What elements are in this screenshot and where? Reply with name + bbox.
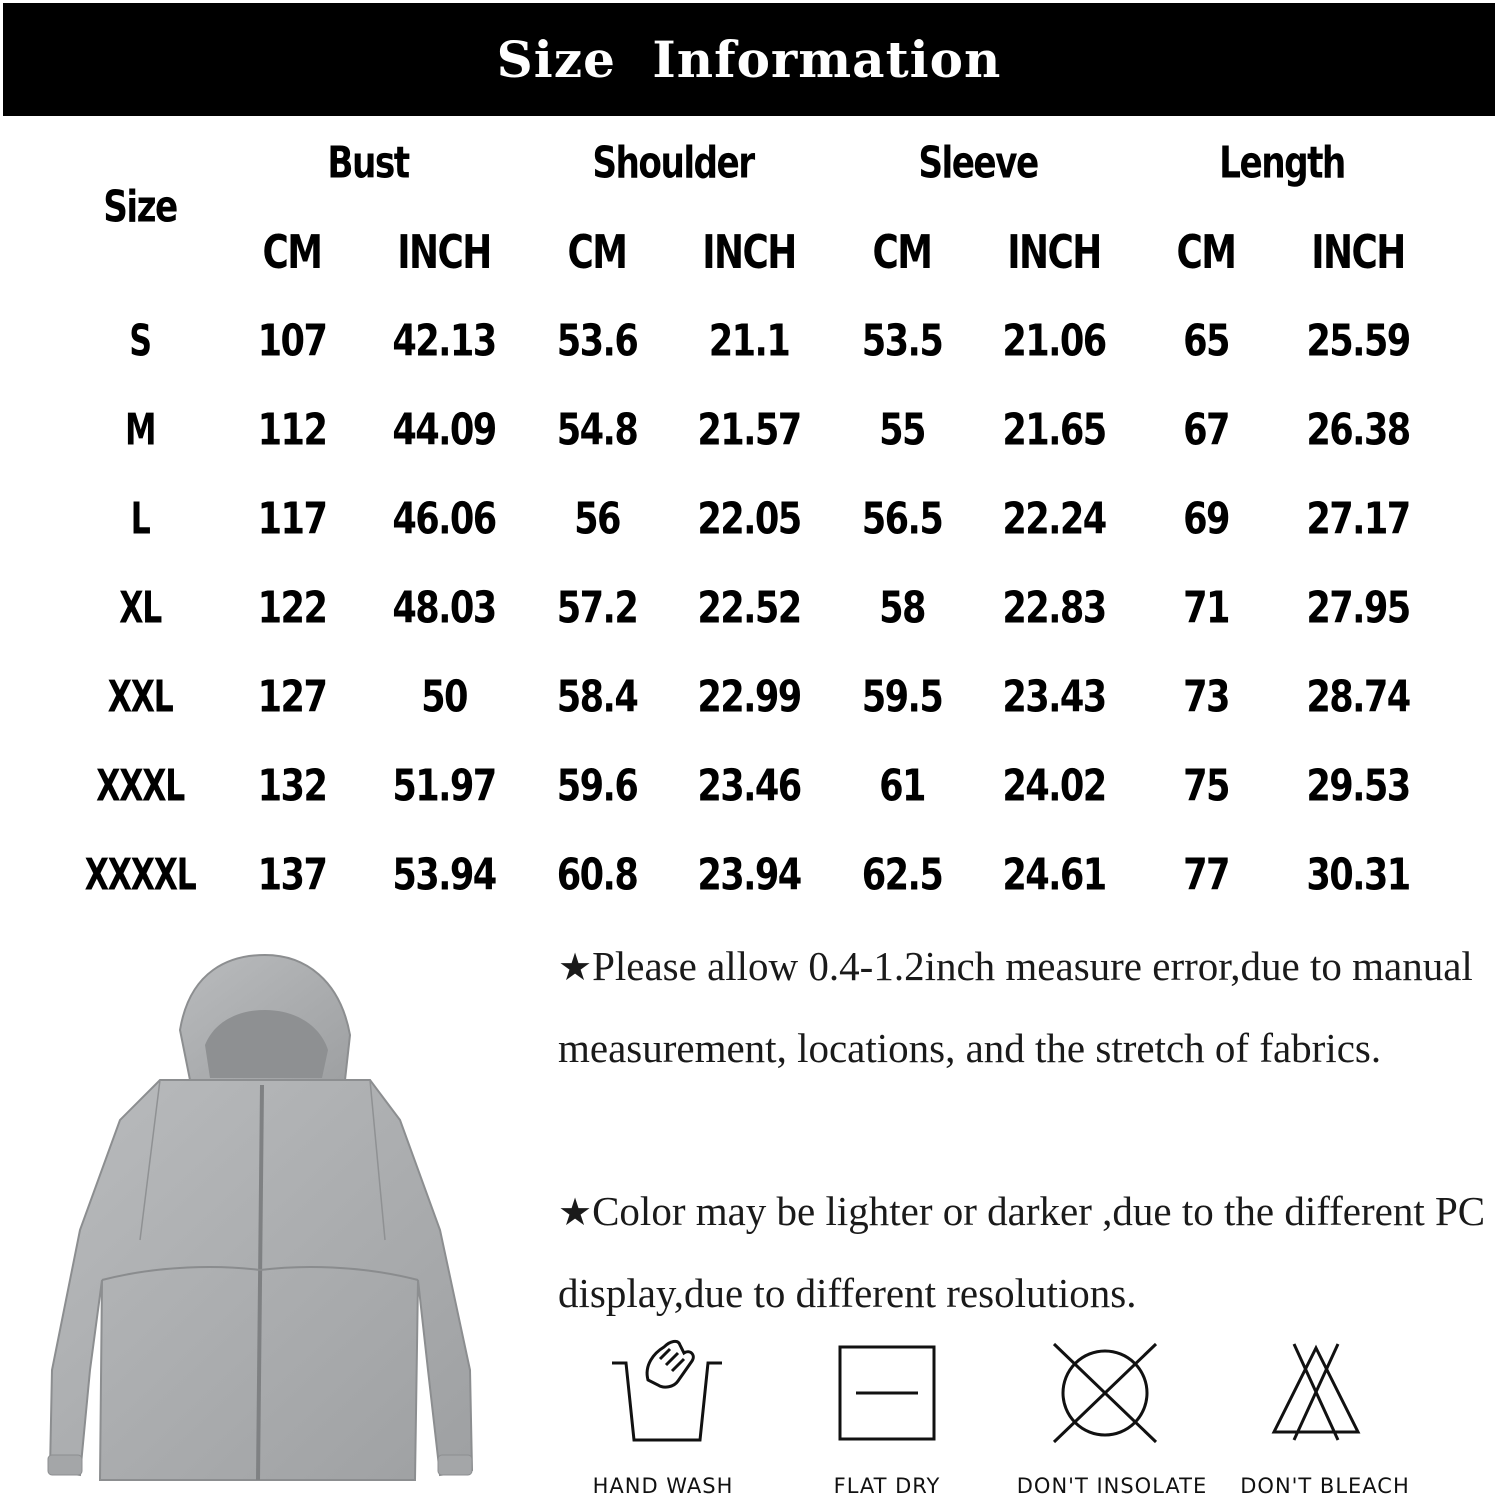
page-title: Size Information bbox=[496, 30, 1002, 89]
table-cell: 21.06 bbox=[1002, 315, 1106, 367]
size-label: XXXXL bbox=[84, 849, 196, 901]
hooded-jacket-image bbox=[40, 950, 480, 1495]
table-cell: 73 bbox=[1183, 671, 1229, 723]
table-cell: 54.8 bbox=[556, 404, 638, 456]
unit-header: INCH bbox=[397, 225, 491, 279]
table-cell: 26.38 bbox=[1306, 404, 1410, 456]
table-cell: 22.24 bbox=[1002, 493, 1106, 545]
table-cell: 27.95 bbox=[1306, 582, 1410, 634]
table-cell: 21.1 bbox=[708, 315, 790, 367]
table-cell: 127 bbox=[257, 671, 327, 723]
dont-insolate-icon bbox=[1050, 1342, 1160, 1444]
table-cell: 132 bbox=[257, 760, 327, 812]
table-cell: 58.4 bbox=[556, 671, 638, 723]
table-cell: 22.52 bbox=[697, 582, 801, 634]
table-cell: 71 bbox=[1183, 582, 1229, 634]
table-cell: 61 bbox=[879, 760, 925, 812]
measurement-note-text: Please allow 0.4-1.2inch measure error,due to manual measurement, locations, and the stretch of fabrics. bbox=[558, 943, 1473, 1071]
table-cell: 48.03 bbox=[392, 582, 496, 634]
size-label: M bbox=[124, 404, 156, 456]
table-cell: 22.99 bbox=[697, 671, 801, 723]
table-cell: 22.05 bbox=[697, 493, 801, 545]
table-cell: 25.59 bbox=[1306, 315, 1410, 367]
unit-header: CM bbox=[567, 225, 627, 279]
table-cell: 21.57 bbox=[697, 404, 801, 456]
measure-group-header: Sleeve bbox=[918, 137, 1038, 189]
star-icon: ★ bbox=[558, 945, 593, 989]
table-cell: 59.6 bbox=[556, 760, 638, 812]
unit-header: CM bbox=[1176, 225, 1236, 279]
unit-header: INCH bbox=[1311, 225, 1405, 279]
table-cell: 56 bbox=[574, 493, 620, 545]
care-label-dont-bleach: DON'T BLEACH bbox=[1240, 1474, 1410, 1498]
table-cell: 112 bbox=[257, 404, 327, 456]
table-cell: 67 bbox=[1183, 404, 1229, 456]
table-cell: 24.02 bbox=[1002, 760, 1106, 812]
measurement-note bbox=[558, 926, 1488, 1089]
table-cell: 44.09 bbox=[392, 404, 496, 456]
measure-group-header: Length bbox=[1219, 137, 1345, 189]
measure-group-header: Bust bbox=[327, 137, 409, 189]
table-cell: 60.8 bbox=[556, 849, 638, 901]
table-cell: 23.94 bbox=[697, 849, 801, 901]
table-cell: 137 bbox=[257, 849, 327, 901]
care-label-hand-wash: HAND WASH bbox=[592, 1474, 734, 1498]
table-cell: 30.31 bbox=[1306, 849, 1410, 901]
table-cell: 77 bbox=[1183, 849, 1229, 901]
dont-bleach-icon bbox=[1270, 1342, 1362, 1442]
title-banner bbox=[3, 3, 1495, 116]
table-cell: 57.2 bbox=[556, 582, 638, 634]
table-cell: 29.53 bbox=[1306, 760, 1410, 812]
unit-header: INCH bbox=[1007, 225, 1101, 279]
table-cell: 117 bbox=[257, 493, 327, 545]
table-cell: 23.46 bbox=[697, 760, 801, 812]
unit-header: INCH bbox=[702, 225, 796, 279]
size-label: S bbox=[129, 315, 151, 367]
hand-wash-icon bbox=[608, 1335, 726, 1447]
color-note bbox=[558, 1171, 1488, 1334]
care-label-dont-insolate: DON'T INSOLATE bbox=[1016, 1474, 1208, 1498]
size-label: XXL bbox=[107, 671, 173, 723]
color-note-text: Color may be lighter or darker ,due to the different PC display,due to different resolutions. bbox=[558, 1188, 1486, 1316]
table-cell: 23.43 bbox=[1002, 671, 1106, 723]
table-cell: 21.65 bbox=[1002, 404, 1106, 456]
table-cell: 107 bbox=[257, 315, 327, 367]
unit-header: CM bbox=[262, 225, 322, 279]
table-cell: 24.61 bbox=[1002, 849, 1106, 901]
size-column-header: Size bbox=[103, 181, 177, 233]
table-cell: 55 bbox=[879, 404, 925, 456]
table-cell: 42.13 bbox=[392, 315, 496, 367]
table-cell: 51.97 bbox=[392, 760, 496, 812]
table-cell: 62.5 bbox=[861, 849, 943, 901]
table-cell: 122 bbox=[257, 582, 327, 634]
table-cell: 56.5 bbox=[861, 493, 943, 545]
table-cell: 58 bbox=[879, 582, 925, 634]
size-label: XXXL bbox=[96, 760, 184, 812]
flat-dry-icon bbox=[838, 1345, 936, 1441]
size-label: XL bbox=[119, 582, 161, 634]
table-cell: 53.6 bbox=[556, 315, 638, 367]
table-cell: 53.5 bbox=[861, 315, 943, 367]
table-cell: 65 bbox=[1183, 315, 1229, 367]
table-cell: 46.06 bbox=[392, 493, 496, 545]
measure-group-header: Shoulder bbox=[592, 137, 754, 189]
table-cell: 27.17 bbox=[1306, 493, 1410, 545]
table-cell: 28.74 bbox=[1306, 671, 1410, 723]
star-icon: ★ bbox=[558, 1190, 593, 1234]
table-cell: 53.94 bbox=[392, 849, 496, 901]
care-label-flat-dry: FLAT DRY bbox=[833, 1474, 941, 1498]
table-cell: 69 bbox=[1183, 493, 1229, 545]
table-cell: 75 bbox=[1183, 760, 1229, 812]
table-cell: 50 bbox=[421, 671, 467, 723]
table-cell: 22.83 bbox=[1002, 582, 1106, 634]
size-label: L bbox=[130, 493, 150, 545]
table-cell: 59.5 bbox=[861, 671, 943, 723]
unit-header: CM bbox=[872, 225, 932, 279]
